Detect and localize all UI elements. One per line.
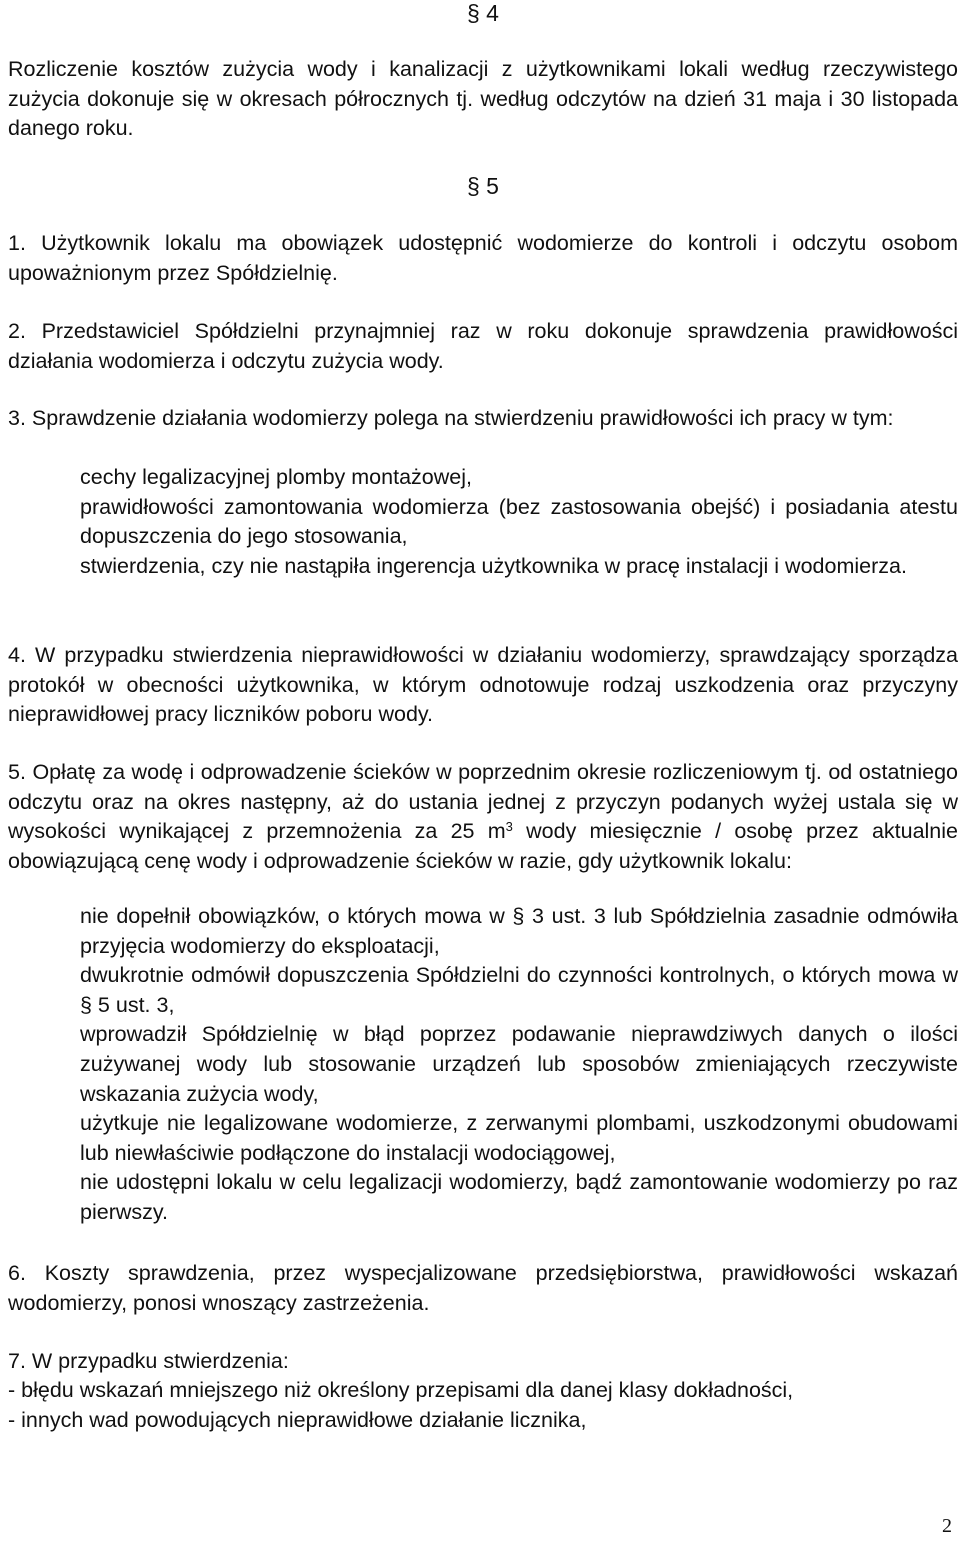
superscript: 3 <box>505 819 513 835</box>
list-item: - błędu wskazań mniejszego niż określony przepisami dla danej klasy dokładności, <box>8 1378 794 1402</box>
list-item: prawidłowości zamontowania wodomierza (bez zastosowania obejść) i posiadania atestu dopuszczenia do jego stosowania, <box>80 494 958 549</box>
list-item: - innych wad powodujących nieprawidłowe działanie licznika, <box>8 1407 587 1432</box>
section-5-point-3: 3. Sprawdzenie działania wodomierzy polega na stwierdzeniu prawidłowości ich pracy w tym: <box>8 406 894 430</box>
point-3-list <box>8 463 958 581</box>
section-5-point-6: 6. Koszty sprawdzenia, przez wyspecjalizowane przedsiębiorstwa, prawidłowości wskazań wodomierzy, ponosi wnoszący zastrzeżenia. <box>8 1261 958 1315</box>
point-5-list <box>8 902 958 1228</box>
list-item: cechy legalizacyjnej plomby montażowej, <box>80 465 472 489</box>
point-7-list <box>8 1376 958 1435</box>
list-item: wprowadził Spółdzielnię w błąd poprzez podawanie nieprawdziwych danych o ilości zużywanej wody lub stosowanie urządzeń lub sposobów zmieniających rzeczywiste wskazania zużycia wody, <box>80 1022 958 1106</box>
section-5-point-7: 7. W przypadku stwierdzenia: <box>8 1349 289 1373</box>
section-5-point-4: 4. W przypadku stwierdzenia nieprawidłowości w działaniu wodomierzy, sprawdzający sporządza protokół w obecności użytkownika, w którym odnotowuje rodzaj uszkodzenia oraz przyczyny nieprawidłowej pracy liczników poboru wody. <box>8 643 958 727</box>
section-5-point-5 <box>8 758 958 876</box>
list-item: nie udostępni lokalu w celu legalizacji wodomierzy, bądź zamontowanie wodomierzy po raz pierwszy. <box>80 1170 958 1224</box>
section-4-heading: § 4 <box>467 0 499 26</box>
section-5-point-2: 2. Przedstawiciel Spółdzielni przynajmniej raz w roku dokonuje sprawdzenia prawidłowości działania wodomierza i odczytu zużycia wody. <box>8 319 958 373</box>
section-4-paragraph: Rozliczenie kosztów zużycia wody i kanalizacji z użytkownikami lokali według rzeczywistego zużycia dokonuje się w okresach półrocznych tj. według odczytów na dzień 31 maja i 30 listopada danego roku. <box>8 57 958 141</box>
list-item: nie dopełnił obowiązków, o których mowa w § 3 ust. 3 lub Spółdzielnia zasadnie odmówiła przyjęcia wodomierzy do eksploatacji, <box>80 904 958 958</box>
point-5-text-a: 5. Opłatę za wodę i odprowadzenie ścieków w poprzednim okresie rozliczeniowym tj. od ostatniego odczytu oraz na okres następny, aż do ustania jednej z przyczyn podanych wyżej ustala się w wysokości wynikającej z przemnożenia za 25 m <box>8 760 958 844</box>
point-5-text-b: wody miesięcznie / osobę przez aktualnie obowiązującą cenę wody i odprowadzenie ścieków w razie, gdy użytkownik lokalu: <box>8 819 959 873</box>
list-item: dwukrotnie odmówił dopuszczenia Spółdzielni do czynności kontrolnych, o których mowa w § 5 ust. 3, <box>80 963 958 1017</box>
section-5-point-1: 1. Użytkownik lokalu ma obowiązek udostępnić wodomierze do kontroli i odczytu osobom upoważnionym przez Spółdzielnię. <box>8 231 958 285</box>
page-number: 2 <box>942 1515 952 1537</box>
list-item: stwierdzenia, czy nie nastąpiła ingerencja użytkownika w pracę instalacji i wodomierza. <box>80 553 907 578</box>
list-item: użytkuje nie legalizowane wodomierze, z zerwanymi plombami, uszkodzonymi obudowami lub niewłaściwie podłączone do instalacji wodociągowej, <box>80 1111 958 1165</box>
section-5-heading: § 5 <box>467 173 499 199</box>
